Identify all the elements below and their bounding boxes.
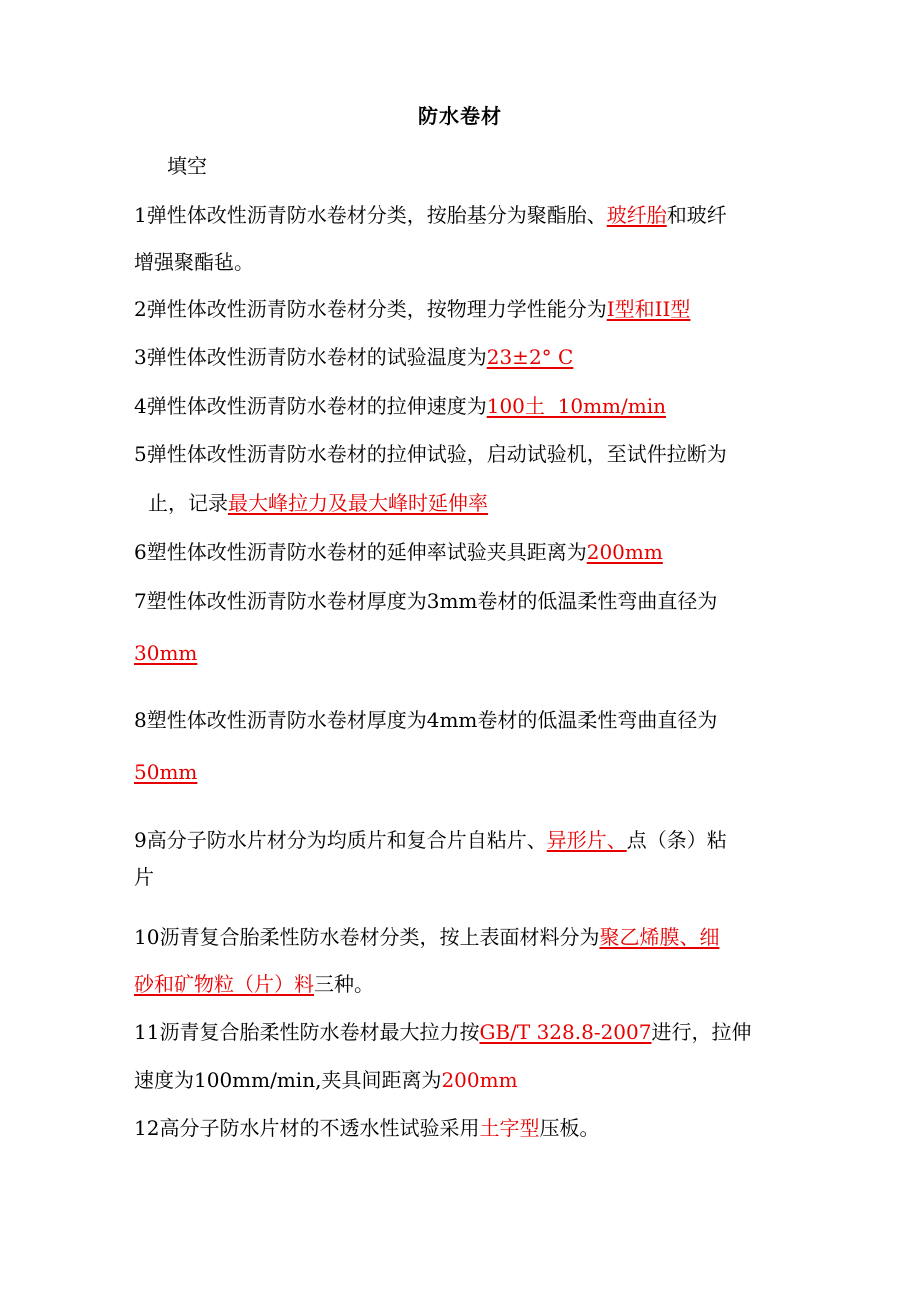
answer-text: 砂和矿物粒（片）料 [134, 972, 314, 996]
question-9-line-2: 片 [134, 865, 154, 889]
question-text: 12高分子防水片材的不透水性试验采用 [134, 1116, 480, 1140]
answer-text: 200mm [586, 540, 663, 564]
answer-text: 100土 10mm/min [486, 394, 666, 418]
question-10-line-1 [134, 922, 719, 952]
question-text: 6塑性体改性沥青防水卷材的延伸率试验夹具距离为 [134, 540, 587, 564]
question-7-line-1: 7塑性体改性沥青防水卷材厚度为3mm卷材的低温柔性弯曲直径为 [134, 589, 718, 613]
answer-text: GB/T 328.8-2007 [479, 1020, 652, 1044]
question-1-line-2: 增强聚酯毡。 [134, 250, 254, 274]
question-text: 和玻纤 [666, 203, 727, 227]
question-text: 速度为100mm/min,夹具间距离为 [134, 1068, 442, 1092]
question-text: 1弹性体改性沥青防水卷材分类，按胎基分为聚酯胎、 [134, 203, 607, 227]
question-text: 止，记录 [148, 491, 228, 515]
question-11-line-2 [134, 1065, 518, 1095]
question-3 [134, 342, 573, 372]
question-text: 2弹性体改性沥青防水卷材分类，按物理力学性能分为 [134, 297, 607, 321]
question-text: 点（条）粘 [626, 828, 727, 852]
answer-text: I型和II型 [606, 297, 691, 321]
answer-text: 200mm [441, 1068, 518, 1092]
question-text: 压板。 [539, 1116, 600, 1140]
question-1-line-1 [134, 200, 727, 230]
answer-text: 异形片、 [546, 828, 627, 852]
question-2 [134, 294, 690, 324]
question-5-line-1: 5弹性体改性沥青防水卷材的拉伸试验，启动试验机，至试件拉断为 [134, 442, 727, 466]
answer-text: 23±2° C [486, 345, 574, 369]
question-8-line-2 [134, 757, 197, 787]
question-9-line-1 [134, 825, 727, 855]
answer-text: 最大峰拉力及最大峰时延伸率 [228, 491, 488, 515]
answer-text: 50mm [134, 760, 198, 784]
answer-text: 土字型 [479, 1116, 540, 1140]
question-text: 3弹性体改性沥青防水卷材的试验温度为 [134, 345, 487, 369]
question-text: 进行，拉伸 [651, 1020, 752, 1044]
question-4 [134, 391, 666, 421]
answer-text: 聚乙烯膜、细 [599, 925, 720, 949]
section-label: 填空 [167, 154, 207, 178]
document-title: 防水卷材 [418, 104, 502, 128]
question-text: 10沥青复合胎柔性防水卷材分类，按上表面材料分为 [134, 925, 600, 949]
question-11-line-1 [134, 1017, 751, 1047]
question-10-line-2 [134, 969, 374, 999]
answer-text: 30mm [134, 641, 198, 665]
question-text: 三种。 [314, 972, 374, 996]
question-8-line-1: 8塑性体改性沥青防水卷材厚度为4mm卷材的低温柔性弯曲直径为 [134, 708, 718, 732]
answer-text: 玻纤胎 [606, 203, 667, 227]
question-text: 9高分子防水片材分为均质片和复合片自粘片、 [134, 828, 547, 852]
question-7-line-2 [134, 638, 197, 668]
question-text: 4弹性体改性沥青防水卷材的拉伸速度为 [134, 394, 487, 418]
question-text: 11沥青复合胎柔性防水卷材最大拉力按 [134, 1020, 480, 1044]
question-12 [134, 1113, 599, 1143]
question-5-line-2 [148, 488, 488, 518]
question-6 [134, 537, 663, 567]
